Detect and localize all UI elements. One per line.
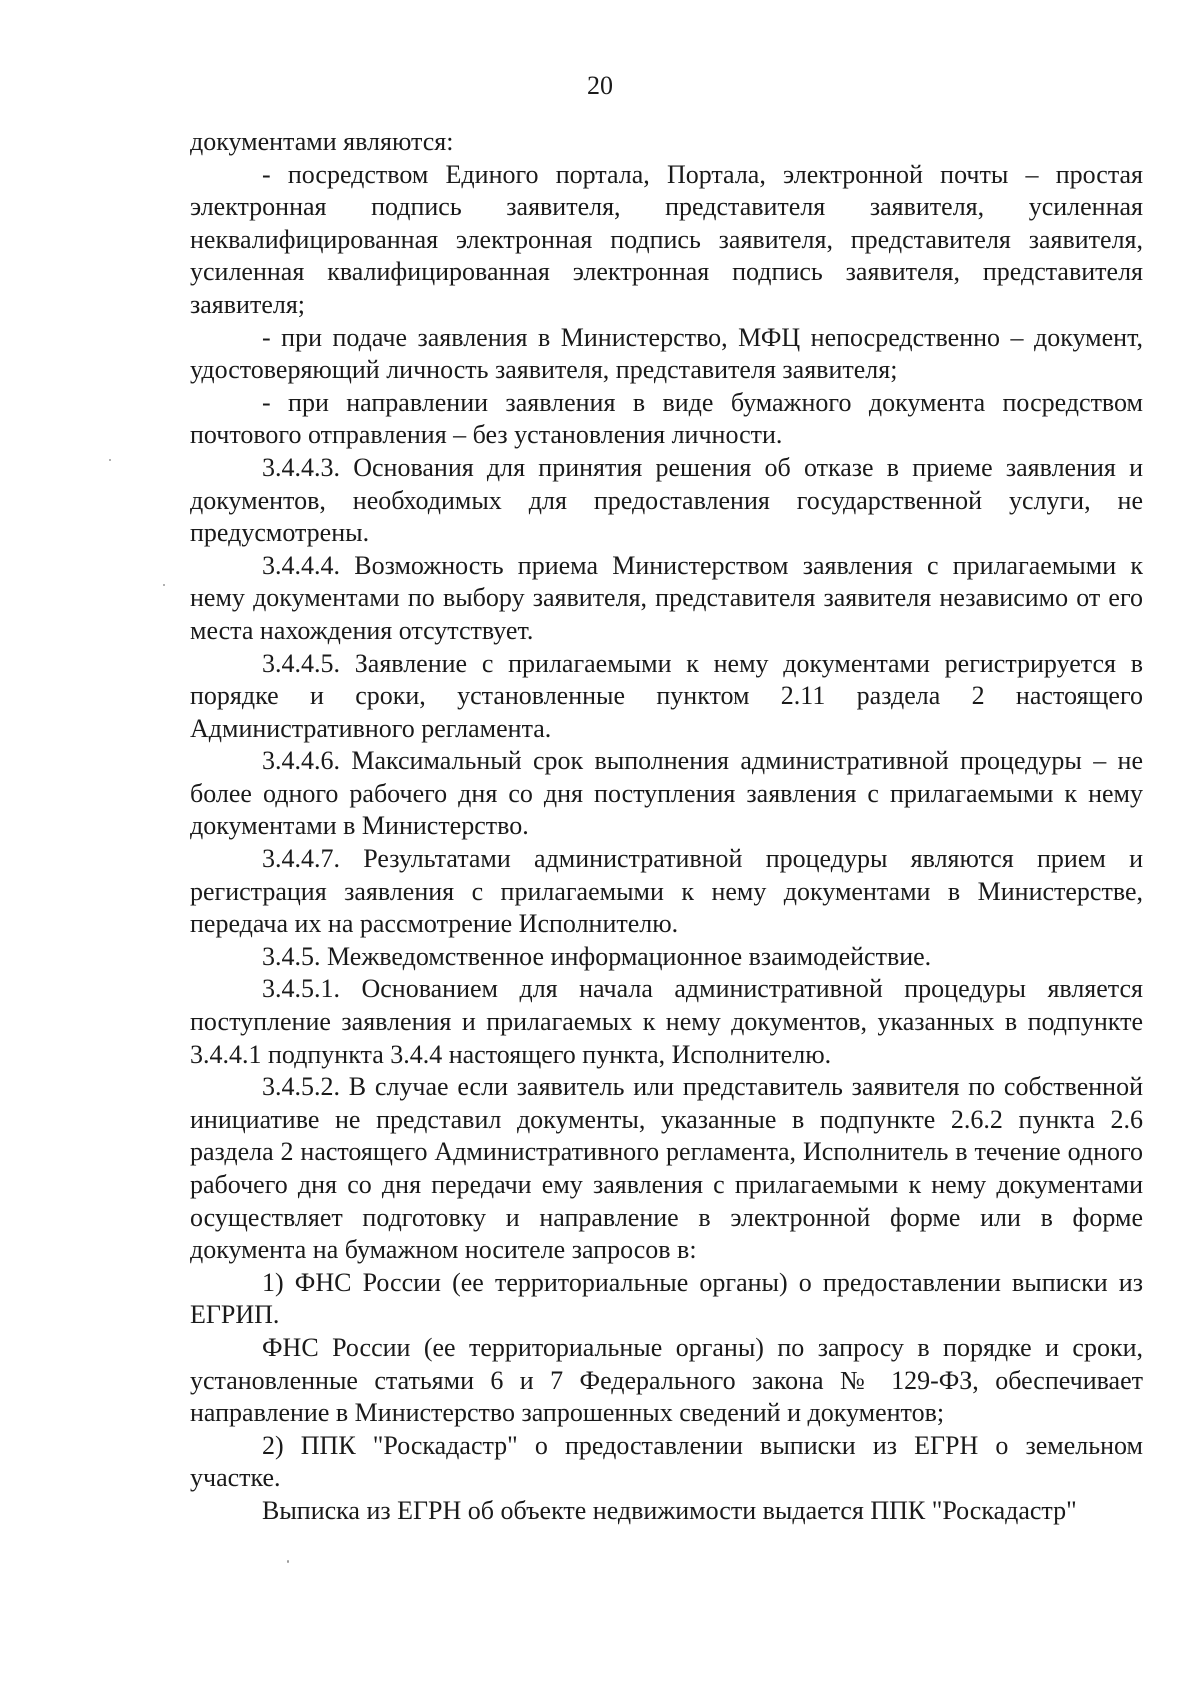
paragraph: - посредством Единого портала, Портала, электронной почты – простая электронная подпись заявителя, представителя заявителя, усиленная неквалифицированная электронная подпись заявителя, представителя заявителя, усиленная квалифицированная электронная подпись заявителя, представителя заявителя; (190, 159, 1143, 319)
paragraph: 3.4.4.3. Основания для принятия решения об отказе в приеме заявления и документов, необходимых для предоставления государственной услуги, не предусмотрены. (190, 452, 1143, 548)
paragraph: 3.4.5.2. В случае если заявитель или представитель заявителя по собственной инициативе не представил документы, указанные в подпункте 2.6.2 пункта 2.6 раздела 2 настоящего Административного регламента, Исполнитель в течение одного рабочего дня со дня передачи ему заявления с прилагаемыми к нему документами осуществляет подготовку и направление в электронной форме или в форме документа на бумажном носителе запросов в: (190, 1072, 1143, 1265)
paragraph: 3.4.4.7. Результатами административной процедуры являются прием и регистрация заявления с прилагаемыми к нему документами в Министерстве, передача их на рассмотрение Исполнителю. (190, 844, 1143, 939)
paragraph: Выписка из ЕГРН об объекте недвижимости выдается ППК "Роскадастр" (262, 1495, 1077, 1525)
scan-speck (163, 584, 165, 586)
scan-speck (109, 459, 111, 461)
paragraph: - при направлении заявления в виде бумажного документа посредством почтового отправления – без установления личности. (190, 387, 1143, 450)
document-body (190, 126, 1143, 1528)
paragraph: 3.4.4.4. Возможность приема Министерством заявления с прилагаемыми к нему документами по выбору заявителя, представителя заявителя независимо от его места нахождения отсутствует. (190, 550, 1143, 645)
paragraph: - при подаче заявления в Министерство, МФЦ непосредственно – документ, удостоверяющий личность заявителя, представителя заявителя; (190, 322, 1143, 385)
paragraph: 3.4.5. Межведомственное информационное взаимодействие. (262, 941, 932, 971)
paragraph: 3.4.5.1. Основанием для начала административной процедуры является поступление заявления и прилагаемых к нему документов, указанных в подпункте 3.4.4.1 подпункта 3.4.4 настоящего пункта, Исполнителю. (190, 974, 1143, 1069)
paragraph: 2) ППК "Роскадастр" о предоставлении выписки из ЕГРН о земельном участке. (190, 1430, 1143, 1493)
page-number: 20 (587, 71, 613, 100)
paragraph: 3.4.4.5. Заявление с прилагаемыми к нему документами регистрируется в порядке и сроки, установленные пунктом 2.11 раздела 2 настоящего Административного регламента. (190, 648, 1143, 743)
paragraph: 3.4.4.6. Максимальный срок выполнения административной процедуры – не более одного рабочего дня со дня поступления заявления с прилагаемыми к нему документами в Министерство. (190, 746, 1143, 841)
scan-speck (287, 1560, 289, 1563)
paragraph: 1) ФНС России (ее территориальные органы) о предоставлении выписки из ЕГРИП. (190, 1267, 1143, 1330)
paragraph: ФНС России (ее территориальные органы) по запросу в порядке и сроки, установленные статьями 6 и 7 Федерального закона № 129-ФЗ, обеспечивает направление в Министерство запрошенных сведений и документов; (190, 1332, 1143, 1428)
paragraph: документами являются: (190, 127, 454, 156)
